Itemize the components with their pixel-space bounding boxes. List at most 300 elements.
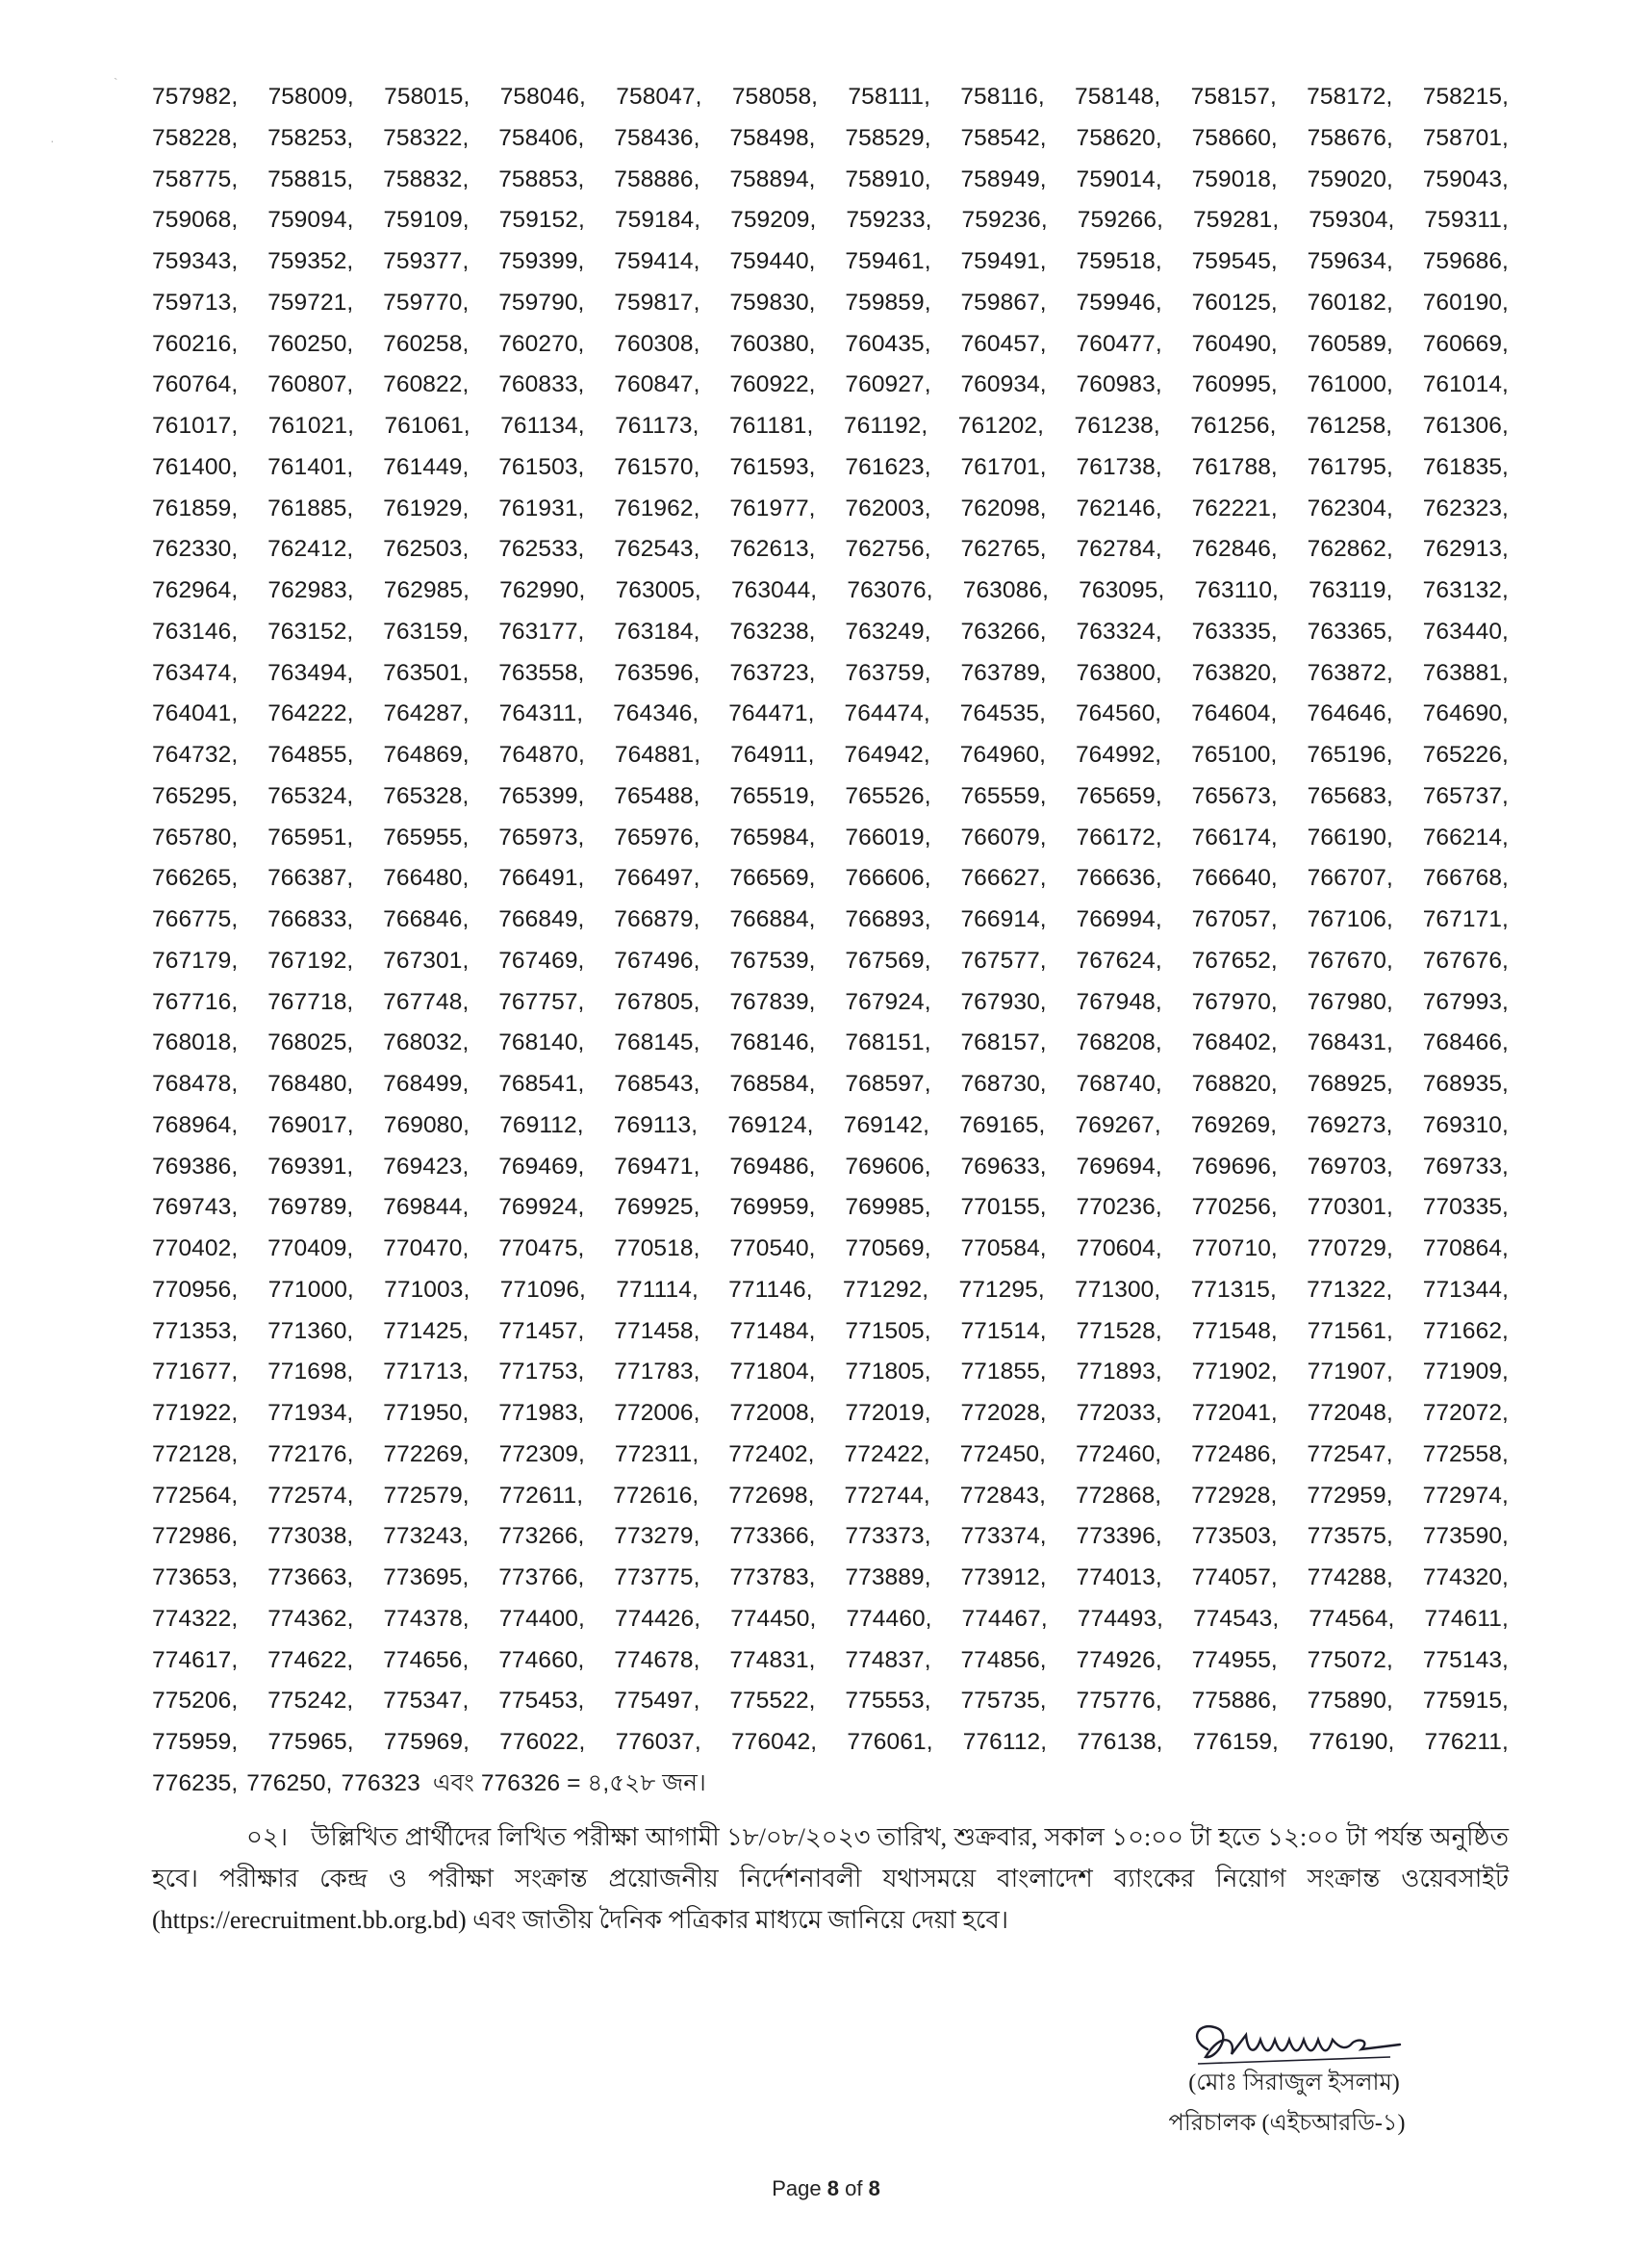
roll-number: 770335, bbox=[1422, 1194, 1509, 1221]
roll-number: 771353, bbox=[152, 1317, 239, 1344]
number-row bbox=[152, 406, 1509, 447]
roll-number: 758253, bbox=[267, 124, 354, 151]
roll-number: 776211, bbox=[1424, 1729, 1509, 1755]
roll-number: 764870, bbox=[498, 742, 585, 768]
roll-number: 759281, bbox=[1192, 207, 1280, 234]
number-row bbox=[152, 818, 1509, 859]
roll-number: 762846, bbox=[1191, 536, 1278, 563]
roll-number: 762146, bbox=[1076, 495, 1162, 521]
roll-number: 774926, bbox=[1076, 1646, 1162, 1673]
roll-number: 759817, bbox=[614, 289, 700, 316]
roll-number: 758406, bbox=[498, 124, 585, 151]
roll-number: 771484, bbox=[729, 1317, 816, 1344]
roll-number: 771295, bbox=[958, 1276, 1045, 1303]
roll-number: 769469, bbox=[498, 1153, 585, 1180]
roll-number: 774617, bbox=[152, 1646, 239, 1673]
roll-number: 768151, bbox=[845, 1029, 931, 1056]
roll-number: 771804, bbox=[729, 1359, 816, 1385]
roll-number-list bbox=[152, 77, 1509, 1805]
roll-number: 762323, bbox=[1422, 495, 1509, 521]
roll-number: 772006, bbox=[614, 1400, 700, 1426]
roll-number: 767301, bbox=[383, 947, 470, 974]
roll-number: 760457, bbox=[960, 330, 1047, 357]
roll-number: 764911, bbox=[730, 742, 815, 768]
roll-number: 761929, bbox=[383, 495, 470, 521]
roll-number: 758116, bbox=[960, 84, 1045, 110]
scan-speck: · bbox=[50, 133, 55, 148]
roll-number: 762862, bbox=[1307, 536, 1393, 563]
roll-number: 768402, bbox=[1191, 1029, 1278, 1056]
roll-number: 772558, bbox=[1422, 1440, 1509, 1467]
roll-number: 769606, bbox=[845, 1153, 931, 1180]
roll-number: 758542, bbox=[960, 124, 1047, 151]
roll-number: 760589, bbox=[1307, 330, 1393, 357]
roll-number: 767805, bbox=[614, 988, 700, 1015]
roll-number: 762098, bbox=[960, 495, 1047, 521]
roll-number: 760380, bbox=[729, 330, 816, 357]
roll-number: 759830, bbox=[729, 289, 816, 316]
roll-number: 769924, bbox=[498, 1194, 585, 1221]
roll-number: 774837, bbox=[845, 1646, 931, 1673]
roll-number: 771528, bbox=[1076, 1317, 1162, 1344]
roll-number: 773503, bbox=[1191, 1523, 1278, 1550]
roll-number: 759414, bbox=[614, 248, 700, 274]
number-row bbox=[152, 1516, 1509, 1558]
roll-number: 766768, bbox=[1422, 865, 1509, 892]
roll-number: 765683, bbox=[1307, 782, 1393, 809]
roll-number: 769391, bbox=[267, 1153, 354, 1180]
roll-number: 759399, bbox=[498, 248, 585, 274]
roll-number: 765673, bbox=[1191, 782, 1278, 809]
roll-number: 758436, bbox=[614, 124, 700, 151]
number-row bbox=[152, 858, 1509, 900]
roll-number: 769959, bbox=[729, 1194, 816, 1221]
roll-number: 768935, bbox=[1422, 1071, 1509, 1097]
roll-number: 766846, bbox=[383, 906, 470, 932]
roll-number: 769142, bbox=[843, 1111, 929, 1138]
roll-number: 763076, bbox=[847, 577, 933, 603]
roll-number: 759634, bbox=[1307, 248, 1393, 274]
roll-number: 774320, bbox=[1422, 1564, 1509, 1590]
number-row bbox=[152, 1435, 1509, 1476]
roll-number: 758815, bbox=[267, 165, 354, 192]
roll-number: 773575, bbox=[1307, 1523, 1393, 1550]
roll-number: 771300, bbox=[1075, 1276, 1161, 1303]
signatory-name: (মোঃ সিরাজুল ইসলাম) bbox=[1188, 2070, 1400, 2096]
paragraph-number: ০২। bbox=[246, 1823, 289, 1851]
roll-number: 767539, bbox=[729, 947, 816, 974]
roll-number: 760125, bbox=[1191, 289, 1278, 316]
roll-number: 775890, bbox=[1307, 1688, 1393, 1715]
roll-number: 772019, bbox=[845, 1400, 931, 1426]
roll-number: 769733, bbox=[1422, 1153, 1509, 1180]
roll-number: 764471, bbox=[728, 700, 815, 727]
number-row bbox=[152, 982, 1509, 1024]
roll-number: 769310, bbox=[1422, 1111, 1509, 1138]
roll-number: 768025, bbox=[267, 1029, 354, 1056]
number-row bbox=[152, 160, 1509, 201]
roll-number: 759236, bbox=[961, 207, 1048, 234]
roll-number: 776042, bbox=[730, 1729, 818, 1755]
roll-number: 765659, bbox=[1076, 782, 1162, 809]
number-row bbox=[152, 1640, 1509, 1682]
roll-number: 775143, bbox=[1422, 1646, 1509, 1673]
roll-number: 772072, bbox=[1422, 1400, 1509, 1426]
roll-number: 760250, bbox=[267, 330, 354, 357]
roll-number: 767948, bbox=[1076, 988, 1162, 1015]
roll-number: 765951, bbox=[267, 824, 354, 851]
roll-number: 775886, bbox=[1191, 1688, 1278, 1715]
roll-number: 775522, bbox=[729, 1688, 816, 1715]
number-row bbox=[152, 1229, 1509, 1270]
roll-number: 761258, bbox=[1306, 413, 1393, 439]
roll-number: 762913, bbox=[1422, 536, 1509, 563]
roll-number: 760308, bbox=[614, 330, 700, 357]
roll-number: 763119, bbox=[1309, 577, 1393, 603]
roll-number: 773663, bbox=[267, 1564, 354, 1590]
roll-number: 759266, bbox=[1077, 207, 1164, 234]
roll-number: 774493, bbox=[1077, 1605, 1164, 1632]
roll-number: 767676, bbox=[1422, 947, 1509, 974]
roll-number: 776235, bbox=[152, 1769, 239, 1796]
roll-number: 774288, bbox=[1307, 1564, 1393, 1590]
roll-number: 765100, bbox=[1191, 742, 1278, 768]
roll-number: 768964, bbox=[152, 1111, 239, 1138]
roll-number: 771950, bbox=[383, 1400, 470, 1426]
roll-number: 774660, bbox=[498, 1646, 585, 1673]
roll-number: 776061, bbox=[847, 1729, 933, 1755]
number-row bbox=[152, 1599, 1509, 1640]
roll-number: 765295, bbox=[152, 782, 239, 809]
roll-number: 774322, bbox=[152, 1605, 239, 1632]
roll-number: 773396, bbox=[1076, 1523, 1162, 1550]
number-row bbox=[152, 941, 1509, 982]
roll-number: 758322, bbox=[383, 124, 470, 151]
roll-number: 759311, bbox=[1424, 207, 1509, 234]
roll-number: 772868, bbox=[1075, 1482, 1162, 1509]
roll-number: 772928, bbox=[1191, 1482, 1278, 1509]
roll-number: 772616, bbox=[613, 1482, 699, 1509]
number-row bbox=[152, 776, 1509, 818]
roll-number: 772564, bbox=[152, 1482, 239, 1509]
roll-number: 759440, bbox=[729, 248, 816, 274]
roll-number: 763872, bbox=[1307, 659, 1393, 686]
roll-number: 773912, bbox=[960, 1564, 1047, 1590]
roll-number: 766190, bbox=[1307, 824, 1393, 851]
roll-number: 761788, bbox=[1191, 453, 1278, 480]
roll-number: 761400, bbox=[152, 453, 239, 480]
roll-number: 772611, bbox=[498, 1482, 584, 1509]
scan-speck: ` bbox=[114, 75, 118, 90]
roll-number: 766627, bbox=[960, 865, 1047, 892]
roll-number: 772460, bbox=[1075, 1440, 1162, 1467]
roll-number: 759545, bbox=[1191, 248, 1278, 274]
roll-number: 758853, bbox=[498, 165, 585, 192]
number-row bbox=[152, 1393, 1509, 1435]
roll-number: 769743, bbox=[152, 1194, 239, 1221]
roll-number: 774564, bbox=[1309, 1605, 1395, 1632]
roll-number: 768431, bbox=[1307, 1029, 1393, 1056]
roll-number: 771315, bbox=[1190, 1276, 1277, 1303]
number-row bbox=[152, 200, 1509, 241]
roll-number: 767716, bbox=[152, 988, 239, 1015]
roll-number: 758894, bbox=[729, 165, 816, 192]
roll-number: 762533, bbox=[498, 536, 585, 563]
roll-number: 760435, bbox=[845, 330, 931, 357]
roll-number: 767748, bbox=[383, 988, 470, 1015]
roll-number: 762503, bbox=[383, 536, 470, 563]
roll-number: 776037, bbox=[615, 1729, 701, 1755]
roll-number: 759020, bbox=[1307, 165, 1393, 192]
roll-number: 758620, bbox=[1076, 124, 1162, 151]
roll-number: 759184, bbox=[614, 207, 701, 234]
roll-number: 761021, bbox=[267, 413, 354, 439]
roll-number: 761885, bbox=[267, 495, 354, 521]
roll-number: 769844, bbox=[383, 1194, 470, 1221]
roll-number: 772547, bbox=[1307, 1440, 1393, 1467]
roll-number: 759713, bbox=[152, 289, 239, 316]
roll-number: 769471, bbox=[614, 1153, 700, 1180]
roll-number: 774460, bbox=[846, 1605, 932, 1632]
roll-number: 767924, bbox=[845, 988, 931, 1015]
roll-number: 763759, bbox=[845, 659, 931, 686]
roll-number: 762613, bbox=[729, 536, 816, 563]
roll-number: 769267, bbox=[1075, 1111, 1161, 1138]
roll-number: 767652, bbox=[1191, 947, 1278, 974]
roll-number: 771344, bbox=[1422, 1276, 1509, 1303]
roll-number: 760490, bbox=[1191, 330, 1278, 357]
roll-number: 769703, bbox=[1307, 1153, 1393, 1180]
roll-number: 770402, bbox=[152, 1235, 239, 1261]
roll-number: 758886, bbox=[614, 165, 700, 192]
roll-number: 763184, bbox=[614, 618, 700, 645]
roll-number: 758047, bbox=[616, 84, 702, 110]
roll-number: 759043, bbox=[1422, 165, 1509, 192]
roll-number: 764287, bbox=[383, 700, 470, 727]
roll-number: 759233, bbox=[846, 207, 932, 234]
roll-number: 758009, bbox=[267, 84, 354, 110]
paragraph-text: উল্লিখিত প্রার্থীদের লিখিত পরীক্ষা আগামী ১৮/০৮/২০২৩ তারিখ, শুক্রবার, সকাল ১০:০০ টা হতে ১২:০০ টা পর্যন্ত অনুষ্ঠিত হবে। পরীক্ষার কেন্দ্র ও পরীক্ষা সংক্রান্ত প্রয়োজনীয় নির্দেশনাবলী যথাসময়ে বাংলাদেশ ব্যাংকের নিয়োগ সংক্রান্ত ওয়েবসাইট (https://erecruitment.bb.org.bd) এবং জাতীয় দৈনিক পত্রিকার মাধ্যমে জানিয়ে দেয়া হবে। bbox=[152, 1823, 1509, 1934]
roll-number: 772843, bbox=[959, 1482, 1046, 1509]
roll-number: 763474, bbox=[152, 659, 239, 686]
roll-number: 769694, bbox=[1076, 1153, 1162, 1180]
number-row bbox=[152, 365, 1509, 406]
roll-number: 761738, bbox=[1076, 453, 1162, 480]
roll-number: 764604, bbox=[1191, 700, 1278, 727]
number-row bbox=[152, 1105, 1509, 1147]
roll-number: 763800, bbox=[1076, 659, 1162, 686]
roll-number: 760934, bbox=[960, 371, 1047, 398]
roll-number: 773038, bbox=[267, 1523, 354, 1550]
roll-number: 759109, bbox=[383, 207, 470, 234]
number-row bbox=[152, 1064, 1509, 1105]
roll-number: 766636, bbox=[1076, 865, 1162, 892]
roll-number: 760807, bbox=[267, 371, 354, 398]
roll-number: 758172, bbox=[1307, 84, 1393, 110]
number-row bbox=[152, 694, 1509, 735]
roll-number: 766640, bbox=[1191, 865, 1278, 892]
roll-number: 769113, bbox=[613, 1111, 699, 1138]
roll-number: 770256, bbox=[1191, 1194, 1278, 1221]
roll-number: 759770, bbox=[383, 289, 470, 316]
roll-number: 770236, bbox=[1076, 1194, 1162, 1221]
roll-number: 765328, bbox=[383, 782, 470, 809]
roll-number: 774622, bbox=[267, 1646, 354, 1673]
roll-number: 765780, bbox=[152, 824, 239, 851]
roll-number: 773590, bbox=[1422, 1523, 1509, 1550]
roll-number: 771662, bbox=[1422, 1317, 1509, 1344]
roll-number: 762543, bbox=[614, 536, 700, 563]
roll-number: 768820, bbox=[1191, 1071, 1278, 1097]
roll-number: 770540, bbox=[729, 1235, 816, 1261]
roll-number: 759491, bbox=[960, 248, 1047, 274]
roll-number: 766606, bbox=[845, 865, 931, 892]
roll-number: 771360, bbox=[267, 1317, 354, 1344]
roll-number: 764869, bbox=[383, 742, 470, 768]
number-row bbox=[152, 1023, 1509, 1064]
roll-number: 761623, bbox=[845, 453, 931, 480]
roll-number: 770470, bbox=[383, 1235, 470, 1261]
number-row bbox=[152, 1476, 1509, 1517]
roll-number: 771698, bbox=[267, 1359, 354, 1385]
roll-number: 768157, bbox=[960, 1029, 1047, 1056]
roll-number: 762765, bbox=[960, 536, 1047, 563]
number-row bbox=[152, 447, 1509, 489]
roll-number: 772422, bbox=[844, 1440, 930, 1467]
roll-number: 774856, bbox=[960, 1646, 1047, 1673]
roll-number: 775915, bbox=[1422, 1688, 1509, 1715]
roll-number: 773766, bbox=[498, 1564, 585, 1590]
roll-number: 774543, bbox=[1192, 1605, 1280, 1632]
roll-number: 767757, bbox=[498, 988, 585, 1015]
roll-number: 774378, bbox=[383, 1605, 470, 1632]
roll-number: 764041, bbox=[152, 700, 239, 727]
roll-number: 763558, bbox=[498, 659, 585, 686]
roll-number: 761306, bbox=[1422, 413, 1509, 439]
roll-number: 769112, bbox=[499, 1111, 584, 1138]
roll-number: 771855, bbox=[960, 1359, 1047, 1385]
number-row bbox=[152, 1722, 1509, 1764]
roll-number: 772176, bbox=[267, 1440, 354, 1467]
footer-total-pages: 8 bbox=[868, 2176, 880, 2200]
roll-number: 763324, bbox=[1076, 618, 1162, 645]
roll-number: 766775, bbox=[152, 906, 239, 932]
roll-number: 759721, bbox=[267, 289, 354, 316]
roll-number: 775735, bbox=[960, 1688, 1047, 1715]
roll-number: 764474, bbox=[844, 700, 930, 727]
roll-number: 769696, bbox=[1191, 1153, 1278, 1180]
number-row bbox=[152, 1187, 1509, 1229]
roll-number: 771000, bbox=[267, 1276, 354, 1303]
roll-number: 770155, bbox=[960, 1194, 1047, 1221]
roll-number: 768541, bbox=[498, 1071, 585, 1097]
roll-number: 760983, bbox=[1076, 371, 1162, 398]
roll-number: 758701, bbox=[1422, 124, 1509, 151]
roll-number: 763146, bbox=[152, 618, 239, 645]
roll-number: 758529, bbox=[845, 124, 931, 151]
roll-number: 776112, bbox=[962, 1729, 1048, 1755]
roll-number: 775553, bbox=[845, 1688, 931, 1715]
roll-number: 761503, bbox=[498, 453, 585, 480]
roll-number: 762964, bbox=[152, 577, 239, 603]
roll-number: 772579, bbox=[383, 1482, 470, 1509]
roll-number: 770710, bbox=[1191, 1235, 1278, 1261]
roll-number: 768740, bbox=[1076, 1071, 1162, 1097]
number-row bbox=[152, 489, 1509, 530]
roll-number: 765399, bbox=[498, 782, 585, 809]
roll-number: 771783, bbox=[614, 1359, 700, 1385]
roll-number: 774400, bbox=[498, 1605, 585, 1632]
roll-number: 763086, bbox=[962, 577, 1049, 603]
roll-number: 773374, bbox=[960, 1523, 1047, 1550]
roll-number: 771425, bbox=[383, 1317, 470, 1344]
roll-number: 765737, bbox=[1422, 782, 1509, 809]
roll-number: 760216, bbox=[152, 330, 239, 357]
roll-number: 765324, bbox=[267, 782, 354, 809]
roll-number: 758676, bbox=[1307, 124, 1393, 151]
roll-number: 770956, bbox=[152, 1276, 239, 1303]
roll-number: 760927, bbox=[845, 371, 931, 398]
roll-number: 761449, bbox=[383, 453, 470, 480]
roll-number: 769080, bbox=[383, 1111, 470, 1138]
roll-number: 758157, bbox=[1190, 84, 1277, 110]
roll-number: 761173, bbox=[615, 413, 699, 439]
roll-number: 763238, bbox=[729, 618, 816, 645]
roll-number: 762304, bbox=[1307, 495, 1393, 521]
roll-number: 775072, bbox=[1307, 1646, 1393, 1673]
roll-number: 757982, bbox=[152, 84, 239, 110]
roll-number: 759686, bbox=[1422, 248, 1509, 274]
roll-number: 768032, bbox=[383, 1029, 470, 1056]
roll-number: 768730, bbox=[960, 1071, 1047, 1097]
roll-number: 760822, bbox=[383, 371, 470, 398]
roll-number: 770409, bbox=[267, 1235, 354, 1261]
roll-number: 763596, bbox=[614, 659, 700, 686]
roll-number: 770864, bbox=[1422, 1235, 1509, 1261]
roll-number: 762412, bbox=[267, 536, 354, 563]
roll-number: 758910, bbox=[845, 165, 931, 192]
roll-number: 774656, bbox=[383, 1646, 470, 1673]
roll-number: 773243, bbox=[383, 1523, 470, 1550]
roll-number: 765955, bbox=[383, 824, 470, 851]
roll-number: 760922, bbox=[729, 371, 816, 398]
roll-number: 759018, bbox=[1191, 165, 1278, 192]
roll-number: 772986, bbox=[152, 1523, 239, 1550]
roll-number: 773775, bbox=[614, 1564, 700, 1590]
roll-number: 766174, bbox=[1191, 824, 1278, 851]
page-footer bbox=[0, 2176, 1652, 2201]
roll-number: 761181, bbox=[728, 413, 814, 439]
roll-number: 770729, bbox=[1307, 1235, 1393, 1261]
roll-number: 774467, bbox=[961, 1605, 1048, 1632]
roll-number: 764881, bbox=[614, 742, 701, 768]
roll-number: 765519, bbox=[729, 782, 816, 809]
roll-number: 766893, bbox=[845, 906, 931, 932]
roll-number: 776323 bbox=[341, 1769, 420, 1796]
roll-number: 769386, bbox=[152, 1153, 239, 1180]
roll-number: 765559, bbox=[960, 782, 1047, 809]
roll-number: 759343, bbox=[152, 248, 239, 274]
roll-number: 762784, bbox=[1076, 536, 1162, 563]
roll-number: 771677, bbox=[152, 1359, 239, 1385]
roll-number: 758498, bbox=[729, 124, 816, 151]
roll-number: 767171, bbox=[1422, 906, 1509, 932]
roll-number: 769273, bbox=[1307, 1111, 1393, 1138]
roll-number: 776190, bbox=[1309, 1729, 1395, 1755]
roll-number: 765976, bbox=[614, 824, 700, 851]
roll-number: 772974, bbox=[1422, 1482, 1509, 1509]
roll-number: 772048, bbox=[1307, 1400, 1393, 1426]
